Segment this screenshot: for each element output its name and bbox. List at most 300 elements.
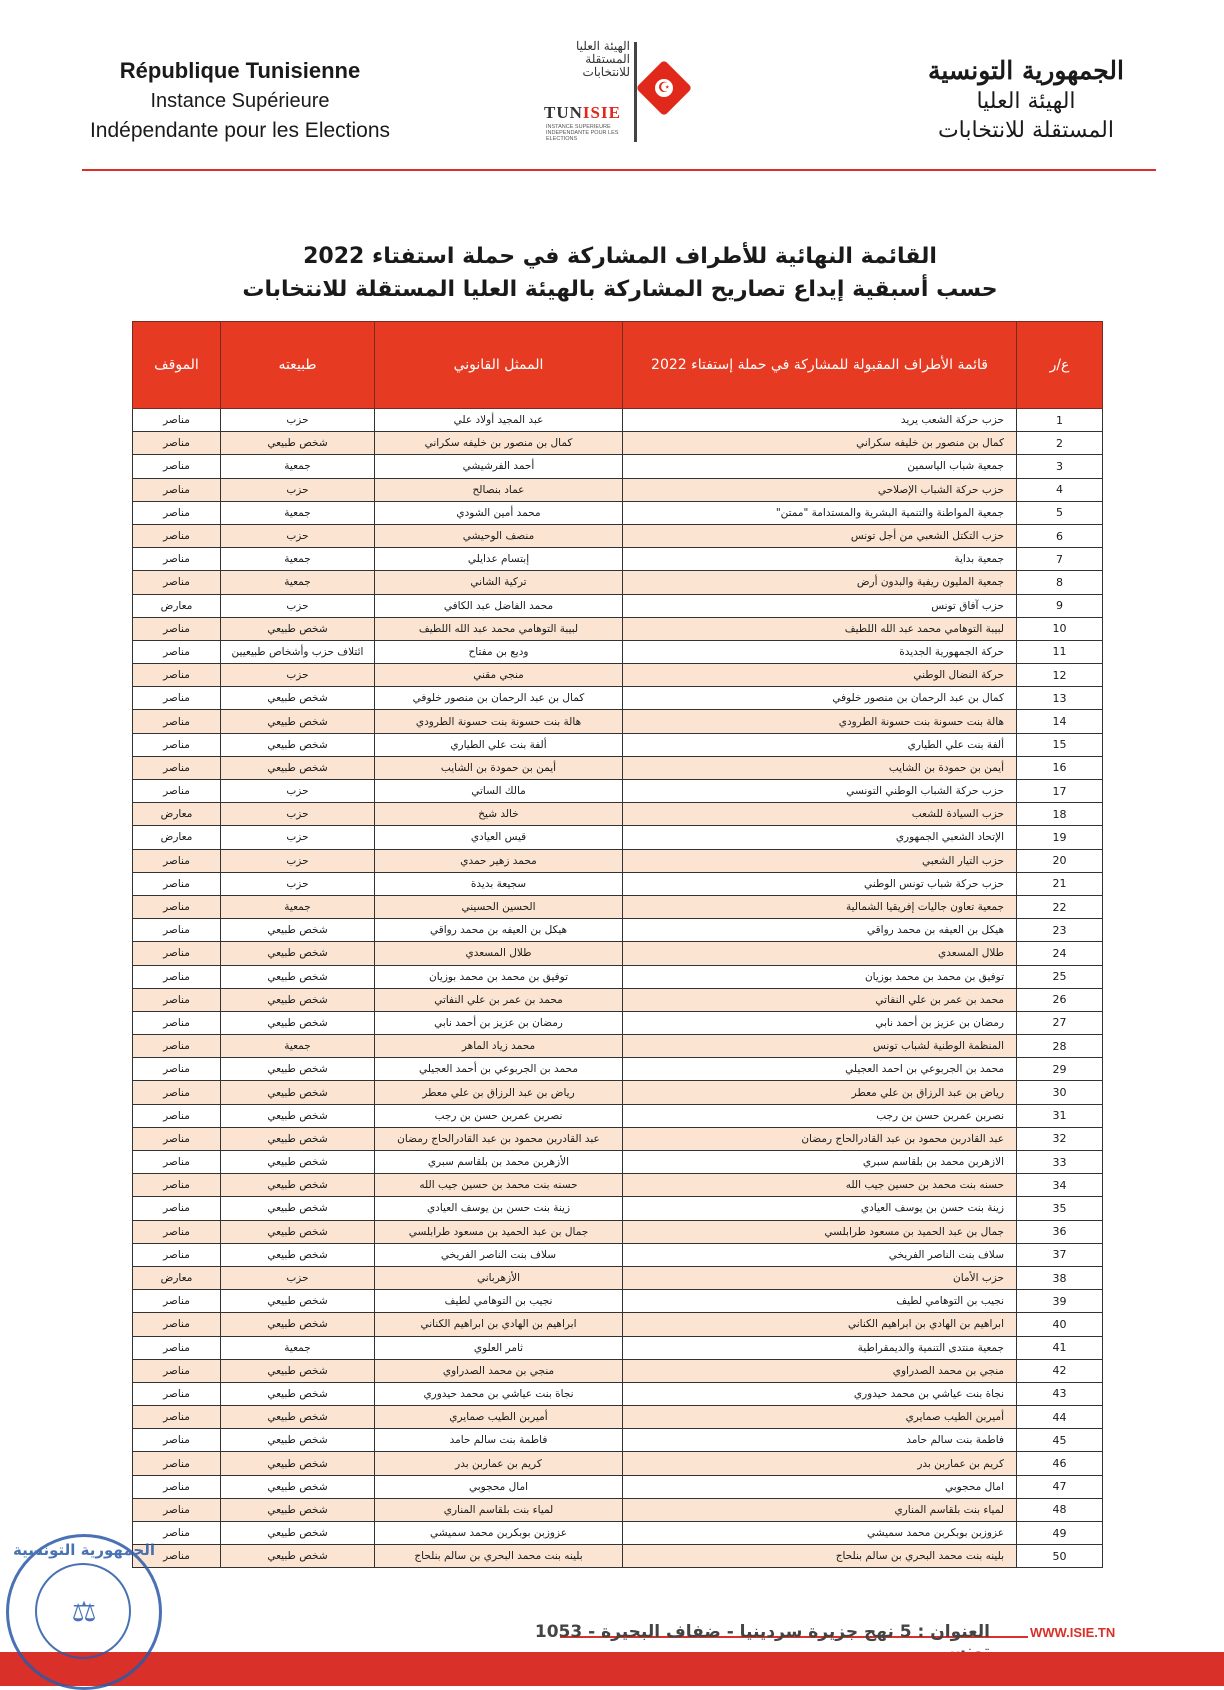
cell-stance: مناصر <box>133 1359 221 1382</box>
cell-type: جمعية <box>221 1336 375 1359</box>
table-row <box>133 594 1103 617</box>
table-row <box>133 872 1103 895</box>
cell-stance: مناصر <box>133 849 221 872</box>
document-title <box>120 244 1120 302</box>
table-row <box>133 919 1103 942</box>
table-row <box>133 1313 1103 1336</box>
cell-stance: مناصر <box>133 1336 221 1359</box>
cell-type: شخص طبيعي <box>221 733 375 756</box>
stamp-text: الجمهورية التونسية <box>13 1541 155 1559</box>
cell-num: 28 <box>1017 1035 1103 1058</box>
cell-party: حسنه بنت محمد بن حسين جيب الله <box>623 1174 1017 1197</box>
header-arabic <box>886 56 1166 143</box>
table-row <box>133 1545 1103 1568</box>
cell-stance: مناصر <box>133 1011 221 1034</box>
cell-num: 46 <box>1017 1452 1103 1475</box>
header-ar-line3: المستقلة للانتخابات <box>937 118 1115 143</box>
table-row <box>133 1151 1103 1174</box>
table-row <box>133 965 1103 988</box>
cell-stance: مناصر <box>133 919 221 942</box>
cell-rep: محمد زهير حمدي <box>375 849 623 872</box>
table-row <box>133 1058 1103 1081</box>
cell-type: شخص طبيعي <box>221 942 375 965</box>
cell-type: جمعية <box>221 571 375 594</box>
cell-rep: لبيبة التوهامي محمد عبد الله اللطيف <box>375 617 623 640</box>
table-row <box>133 548 1103 571</box>
cell-type: شخص طبيعي <box>221 1452 375 1475</box>
cell-type: شخص طبيعي <box>221 1174 375 1197</box>
cell-party: هيكل بن العيفه بن محمد رواقي <box>623 919 1017 942</box>
cell-num: 31 <box>1017 1104 1103 1127</box>
table-row <box>133 432 1103 455</box>
cell-party: فاطمة بنت سالم حامد <box>623 1429 1017 1452</box>
cell-num: 25 <box>1017 965 1103 988</box>
cell-stance: معارض <box>133 803 221 826</box>
table-header-row <box>133 322 1103 409</box>
cell-rep: أيمن بن حمودة بن الشايب <box>375 756 623 779</box>
cell-rep: منصف الوحيشي <box>375 524 623 547</box>
cell-stance: مناصر <box>133 780 221 803</box>
table-body <box>133 409 1103 1568</box>
cell-type: شخص طبيعي <box>221 1359 375 1382</box>
cell-stance: مناصر <box>133 1035 221 1058</box>
cell-party: جمعية تعاون جاليات إفريقيا الشمالية <box>623 895 1017 918</box>
cell-party: جمعية المليون ريفية والبدون أرض <box>623 571 1017 594</box>
cell-rep: امال محجوبي <box>375 1475 623 1498</box>
table-row <box>133 1382 1103 1405</box>
cell-party: توفيق بن محمد بن محمد بوزيان <box>623 965 1017 988</box>
cell-party: سلاف بنت الناصر الفريخي <box>623 1243 1017 1266</box>
table-row <box>133 1243 1103 1266</box>
cell-type: شخص طبيعي <box>221 1522 375 1545</box>
cell-stance: مناصر <box>133 617 221 640</box>
cell-num: 5 <box>1017 501 1103 524</box>
cell-party: حركة الجمهورية الجديدة <box>623 640 1017 663</box>
cell-stance: مناصر <box>133 1498 221 1521</box>
cell-stance: معارض <box>133 826 221 849</box>
cell-party: جمعية بداية <box>623 548 1017 571</box>
cell-num: 43 <box>1017 1382 1103 1405</box>
cell-rep: رمضان بن عزيز بن أحمد نابي <box>375 1011 623 1034</box>
cell-rep: نجاة بنت عياشي بن محمد حيدوري <box>375 1382 623 1405</box>
table-row <box>133 1035 1103 1058</box>
table-row <box>133 1475 1103 1498</box>
cell-party: رياض بن عبد الرزاق بن علي معطر <box>623 1081 1017 1104</box>
cell-type: حزب <box>221 826 375 849</box>
cell-type: شخص طبيعي <box>221 1406 375 1429</box>
table-row <box>133 1452 1103 1475</box>
cell-stance: مناصر <box>133 1452 221 1475</box>
table-row <box>133 1104 1103 1127</box>
cell-type: حزب <box>221 1266 375 1289</box>
cell-type: جمعية <box>221 895 375 918</box>
cell-party: حزب حركة شباب تونس الوطني <box>623 872 1017 895</box>
cell-party: جمعية منتدى التنمية والديمقراطية <box>623 1336 1017 1359</box>
cell-party: حزب آفاق تونس <box>623 594 1017 617</box>
table-row <box>133 687 1103 710</box>
cell-stance: مناصر <box>133 1197 221 1220</box>
cell-num: 32 <box>1017 1127 1103 1150</box>
cell-party: هالة بنت حسونة بنت حسونة الطرودي <box>623 710 1017 733</box>
cell-party: كريم بن عماربن بدر <box>623 1452 1017 1475</box>
cell-num: 30 <box>1017 1081 1103 1104</box>
cell-stance: مناصر <box>133 1406 221 1429</box>
cell-num: 4 <box>1017 478 1103 501</box>
table-row <box>133 409 1103 432</box>
cell-stance: مناصر <box>133 1313 221 1336</box>
cell-stance: مناصر <box>133 1243 221 1266</box>
cell-stance: مناصر <box>133 409 221 432</box>
cell-type: حزب <box>221 524 375 547</box>
cell-party: حزب التيار الشعبي <box>623 849 1017 872</box>
cell-rep: سجيعة بديدة <box>375 872 623 895</box>
title-line2: حسب أسبقية إيداع تصاريح المشاركة بالهيئة العليا المستقلة للانتخابات <box>242 277 998 302</box>
cell-type: شخص طبيعي <box>221 1127 375 1150</box>
cell-party: حزب السيادة للشعب <box>623 803 1017 826</box>
cell-party: الازهربن محمد بن بلقاسم سبري <box>623 1151 1017 1174</box>
cell-party: كمال بن منصور بن خليفه سكراني <box>623 432 1017 455</box>
logo-divider <box>634 42 637 142</box>
cell-type: شخص طبيعي <box>221 432 375 455</box>
cell-party: محمد بن عمر بن علي النفاتي <box>623 988 1017 1011</box>
cell-party: جمال بن عبد الحميد بن مسعود طرابلسي <box>623 1220 1017 1243</box>
cell-rep: عماد بنصالح <box>375 478 623 501</box>
header-representative: الممثل القانوني <box>375 322 623 409</box>
cell-num: 15 <box>1017 733 1103 756</box>
cell-party: عبد القادربن محمود بن عبد القادرالحاج رمضان <box>623 1127 1017 1150</box>
cell-type: حزب <box>221 780 375 803</box>
table-row <box>133 455 1103 478</box>
table-row <box>133 1174 1103 1197</box>
cell-num: 37 <box>1017 1243 1103 1266</box>
cell-type: شخص طبيعي <box>221 1382 375 1405</box>
cell-party: جمعية شباب الياسمين <box>623 455 1017 478</box>
cell-rep: توفيق بن محمد بن محمد بوزيان <box>375 965 623 988</box>
cell-stance: مناصر <box>133 1058 221 1081</box>
cell-type: ائتلاف حزب وأشخاص طبيعيين <box>221 640 375 663</box>
cell-rep: محمد أمين الشودي <box>375 501 623 524</box>
header-stance: الموقف <box>133 322 221 409</box>
cell-party: أميربن الطيب صمايري <box>623 1406 1017 1429</box>
cell-stance: مناصر <box>133 664 221 687</box>
header-type: طبيعته <box>221 322 375 409</box>
cell-stance: مناصر <box>133 1522 221 1545</box>
cell-num: 39 <box>1017 1290 1103 1313</box>
cell-party: نجاة بنت عياشي بن محمد حيدوري <box>623 1382 1017 1405</box>
cell-party: حزب حركة الشباب الوطني التونسي <box>623 780 1017 803</box>
cell-type: شخص طبيعي <box>221 1313 375 1336</box>
cell-stance: مناصر <box>133 640 221 663</box>
cell-type: شخص طبيعي <box>221 617 375 640</box>
cell-num: 38 <box>1017 1266 1103 1289</box>
cell-num: 33 <box>1017 1151 1103 1174</box>
cell-num: 44 <box>1017 1406 1103 1429</box>
cell-num: 18 <box>1017 803 1103 826</box>
cell-rep: فاطمة بنت سالم حامد <box>375 1429 623 1452</box>
cell-rep: ابراهيم بن الهادي بن ابراهيم الكناني <box>375 1313 623 1336</box>
table-row <box>133 803 1103 826</box>
cell-stance: معارض <box>133 594 221 617</box>
cell-type: حزب <box>221 409 375 432</box>
cell-num: 24 <box>1017 942 1103 965</box>
cell-type: جمعية <box>221 455 375 478</box>
cell-stance: مناصر <box>133 687 221 710</box>
cell-stance: مناصر <box>133 1545 221 1568</box>
cell-num: 48 <box>1017 1498 1103 1521</box>
cell-stance: مناصر <box>133 524 221 547</box>
table-row <box>133 1266 1103 1289</box>
cell-rep: نجيب بن التوهامي لطيف <box>375 1290 623 1313</box>
cell-party: ألفة بنت علي الطياري <box>623 733 1017 756</box>
website-link[interactable]: WWW.ISIE.TN <box>1030 1625 1116 1640</box>
tunisia-flag-icon <box>636 60 693 117</box>
cell-stance: مناصر <box>133 872 221 895</box>
crescent-star-icon: ☪ <box>655 79 673 97</box>
cell-party: حزب حركة الشعب يريد <box>623 409 1017 432</box>
cell-num: 41 <box>1017 1336 1103 1359</box>
cell-type: شخص طبيعي <box>221 1220 375 1243</box>
cell-stance: مناصر <box>133 571 221 594</box>
cell-party: أيمن بن حمودة بن الشايب <box>623 756 1017 779</box>
cell-stance: مناصر <box>133 1081 221 1104</box>
cell-party: حزب التكتل الشعبي من أجل تونس <box>623 524 1017 547</box>
cell-num: 1 <box>1017 409 1103 432</box>
footer-address: العنوان : 5 نهج جزيرة سردينيا - ضفاف البحيرة - 1053 <box>534 1622 990 1642</box>
cell-rep: بلينه بنت محمد البحري بن سالم بنلحاج <box>375 1545 623 1568</box>
isie-logo <box>540 40 690 146</box>
cell-rep: عبد القادربن محمود بن عبد القادرالحاج رمضان <box>375 1127 623 1150</box>
cell-type: شخص طبيعي <box>221 1475 375 1498</box>
participants-table <box>132 321 1103 1568</box>
cell-num: 26 <box>1017 988 1103 1011</box>
cell-type: شخص طبيعي <box>221 919 375 942</box>
cell-num: 49 <box>1017 1522 1103 1545</box>
cell-party: الإتحاد الشعبي الجمهوري <box>623 826 1017 849</box>
table-row <box>133 478 1103 501</box>
cell-party: امال محجوبي <box>623 1475 1017 1498</box>
cell-type: شخص طبيعي <box>221 1243 375 1266</box>
cell-num: 9 <box>1017 594 1103 617</box>
cell-rep: محمد زياد الماهر <box>375 1035 623 1058</box>
cell-party: نجيب بن التوهامي لطيف <box>623 1290 1017 1313</box>
cell-party: بلينه بنت محمد البحري بن سالم بنلحاج <box>623 1545 1017 1568</box>
header-fr-line1: République Tunisienne <box>119 58 361 83</box>
table-row <box>133 617 1103 640</box>
cell-rep: مالك الساتي <box>375 780 623 803</box>
cell-rep: أميربن الطيب صمايري <box>375 1406 623 1429</box>
table-row <box>133 733 1103 756</box>
cell-party: رمضان بن عزيز بن أحمد نابي <box>623 1011 1017 1034</box>
cell-type: شخص طبيعي <box>221 1290 375 1313</box>
cell-rep: ألفة بنت علي الطياري <box>375 733 623 756</box>
cell-num: 13 <box>1017 687 1103 710</box>
table-row <box>133 1081 1103 1104</box>
header-fr-line2: Instance Supérieure <box>150 90 330 112</box>
header-ar-line1: الجمهورية التونسية <box>928 56 1124 85</box>
cell-type: شخص طبيعي <box>221 1104 375 1127</box>
cell-type: حزب <box>221 664 375 687</box>
cell-type: شخص طبيعي <box>221 1058 375 1081</box>
cell-stance: مناصر <box>133 455 221 478</box>
cell-type: شخص طبيعي <box>221 687 375 710</box>
logo-brand-tun: TUN <box>544 103 583 122</box>
cell-stance: مناصر <box>133 1174 221 1197</box>
cell-num: 12 <box>1017 664 1103 687</box>
cell-rep: سلاف بنت الناصر الفريخي <box>375 1243 623 1266</box>
cell-type: حزب <box>221 849 375 872</box>
cell-num: 23 <box>1017 919 1103 942</box>
cell-party: طلال المسعدي <box>623 942 1017 965</box>
cell-type: شخص طبيعي <box>221 1081 375 1104</box>
cell-type: جمعية <box>221 1035 375 1058</box>
cell-num: 45 <box>1017 1429 1103 1452</box>
cell-type: شخص طبيعي <box>221 1151 375 1174</box>
table-row <box>133 1290 1103 1313</box>
cell-party: كمال بن عبد الرحمان بن منصور خلوفي <box>623 687 1017 710</box>
cell-party: عزوزبن بوبكربن محمد سميشي <box>623 1522 1017 1545</box>
cell-rep: عزوزبن بوبكربن محمد سميشي <box>375 1522 623 1545</box>
cell-num: 21 <box>1017 872 1103 895</box>
header-num: ع/ر <box>1017 322 1103 409</box>
cell-type: حزب <box>221 594 375 617</box>
table-row <box>133 501 1103 524</box>
table-row <box>133 942 1103 965</box>
cell-party: زينة بنت حسن بن يوسف العيادي <box>623 1197 1017 1220</box>
header-fr-line3: Indépendante pour les Elections <box>89 119 391 142</box>
cell-stance: مناصر <box>133 548 221 571</box>
cell-party: حركة النضال الوطني <box>623 664 1017 687</box>
cell-party: منجي بن محمد الصدراوي <box>623 1359 1017 1382</box>
cell-num: 27 <box>1017 1011 1103 1034</box>
logo-subtitle: INSTANCE SUPERIEURE INDEPENDANTE POUR LES ELECTIONS <box>546 124 619 142</box>
cell-stance: مناصر <box>133 501 221 524</box>
cell-stance: معارض <box>133 1266 221 1289</box>
table-row <box>133 1336 1103 1359</box>
cell-type: شخص طبيعي <box>221 1545 375 1568</box>
cell-type: شخص طبيعي <box>221 710 375 733</box>
cell-type: حزب <box>221 872 375 895</box>
cell-rep: منجي مقني <box>375 664 623 687</box>
cell-party: ابراهيم بن الهادي بن ابراهيم الكناني <box>623 1313 1017 1336</box>
cell-num: 2 <box>1017 432 1103 455</box>
cell-party: محمد بن الجربوعي بن احمد العجيلي <box>623 1058 1017 1081</box>
table-row <box>133 1359 1103 1382</box>
table-row <box>133 1522 1103 1545</box>
cell-rep: منجي بن محمد الصدراوي <box>375 1359 623 1382</box>
cell-num: 11 <box>1017 640 1103 663</box>
table-row <box>133 640 1103 663</box>
cell-rep: طلال المسعدي <box>375 942 623 965</box>
footer-band <box>0 1652 1224 1686</box>
stamp-emblem-icon: ⚖ <box>71 1595 97 1628</box>
cell-num: 3 <box>1017 455 1103 478</box>
cell-rep: كريم بن عماربن بدر <box>375 1452 623 1475</box>
cell-stance: مناصر <box>133 1382 221 1405</box>
cell-num: 35 <box>1017 1197 1103 1220</box>
cell-rep: كمال بن عبد الرحمان بن منصور خلوفي <box>375 687 623 710</box>
cell-stance: مناصر <box>133 756 221 779</box>
table-row <box>133 571 1103 594</box>
table-row <box>133 664 1103 687</box>
cell-num: 7 <box>1017 548 1103 571</box>
cell-type: شخص طبيعي <box>221 1197 375 1220</box>
header-party: قائمة الأطراف المقبولة للمشاركة في حملة إستفتاء 2022 <box>623 322 1017 409</box>
table-row <box>133 1220 1103 1243</box>
cell-stance: مناصر <box>133 733 221 756</box>
cell-num: 47 <box>1017 1475 1103 1498</box>
cell-rep: وديع بن مفتاح <box>375 640 623 663</box>
logo-arabic-text: الهيئة العليا المستقلة للانتخابات <box>575 39 630 79</box>
cell-stance: مناصر <box>133 1290 221 1313</box>
cell-num: 34 <box>1017 1174 1103 1197</box>
cell-num: 40 <box>1017 1313 1103 1336</box>
cell-num: 50 <box>1017 1545 1103 1568</box>
cell-party: حزب الأمان <box>623 1266 1017 1289</box>
cell-type: شخص طبيعي <box>221 988 375 1011</box>
table-row <box>133 1498 1103 1521</box>
cell-type: جمعية <box>221 501 375 524</box>
cell-party: المنظمة الوطنية لشباب تونس <box>623 1035 1017 1058</box>
table-row <box>133 1197 1103 1220</box>
header-french <box>70 58 410 143</box>
cell-type: حزب <box>221 478 375 501</box>
cell-stance: مناصر <box>133 965 221 988</box>
table-row <box>133 1011 1103 1034</box>
cell-stance: مناصر <box>133 895 221 918</box>
cell-stance: مناصر <box>133 478 221 501</box>
cell-type: شخص طبيعي <box>221 756 375 779</box>
cell-num: 29 <box>1017 1058 1103 1081</box>
cell-stance: مناصر <box>133 1220 221 1243</box>
cell-party: حزب حركة الشباب الإصلاحي <box>623 478 1017 501</box>
cell-stance: مناصر <box>133 710 221 733</box>
cell-rep: الأزهربن محمد بن بلقاسم سبري <box>375 1151 623 1174</box>
cell-rep: زينة بنت حسن بن يوسف العيادي <box>375 1197 623 1220</box>
cell-rep: إبتسام عدايلي <box>375 548 623 571</box>
cell-stance: مناصر <box>133 1127 221 1150</box>
table-row <box>133 524 1103 547</box>
cell-rep: محمد بن الجربوعي بن أحمد العجيلي <box>375 1058 623 1081</box>
table-row <box>133 710 1103 733</box>
cell-rep: محمد الفاضل عبد الكافي <box>375 594 623 617</box>
official-stamp <box>6 1534 162 1690</box>
cell-stance: مناصر <box>133 1429 221 1452</box>
table-row <box>133 895 1103 918</box>
cell-rep: نصربن عمربن حسن بن رجب <box>375 1104 623 1127</box>
cell-stance: مناصر <box>133 942 221 965</box>
cell-num: 17 <box>1017 780 1103 803</box>
cell-stance: مناصر <box>133 432 221 455</box>
cell-rep: عبد المجيد أولاد علي <box>375 409 623 432</box>
cell-rep: حسنه بنت محمد بن حسين جيب الله <box>375 1174 623 1197</box>
table-row <box>133 849 1103 872</box>
cell-stance: مناصر <box>133 1475 221 1498</box>
header-divider <box>82 169 1156 171</box>
cell-rep: جمال بن عبد الحميد بن مسعود طرابلسي <box>375 1220 623 1243</box>
cell-num: 6 <box>1017 524 1103 547</box>
cell-rep: رياض بن عبد الرزاق بن علي معطر <box>375 1081 623 1104</box>
cell-rep: هيكل بن العيفه بن محمد رواقي <box>375 919 623 942</box>
cell-rep: قيس العيادي <box>375 826 623 849</box>
cell-rep: تركية الشاني <box>375 571 623 594</box>
cell-type: جمعية <box>221 548 375 571</box>
cell-party: لمياء بنت بلقاسم المناري <box>623 1498 1017 1521</box>
title-line1: القائمة النهائية للأطراف المشاركة في حملة استفتاء 2022 <box>303 244 937 269</box>
cell-party: نصربن عمربن حسن بن رجب <box>623 1104 1017 1127</box>
table-row <box>133 1406 1103 1429</box>
table-row <box>133 756 1103 779</box>
cell-num: 20 <box>1017 849 1103 872</box>
